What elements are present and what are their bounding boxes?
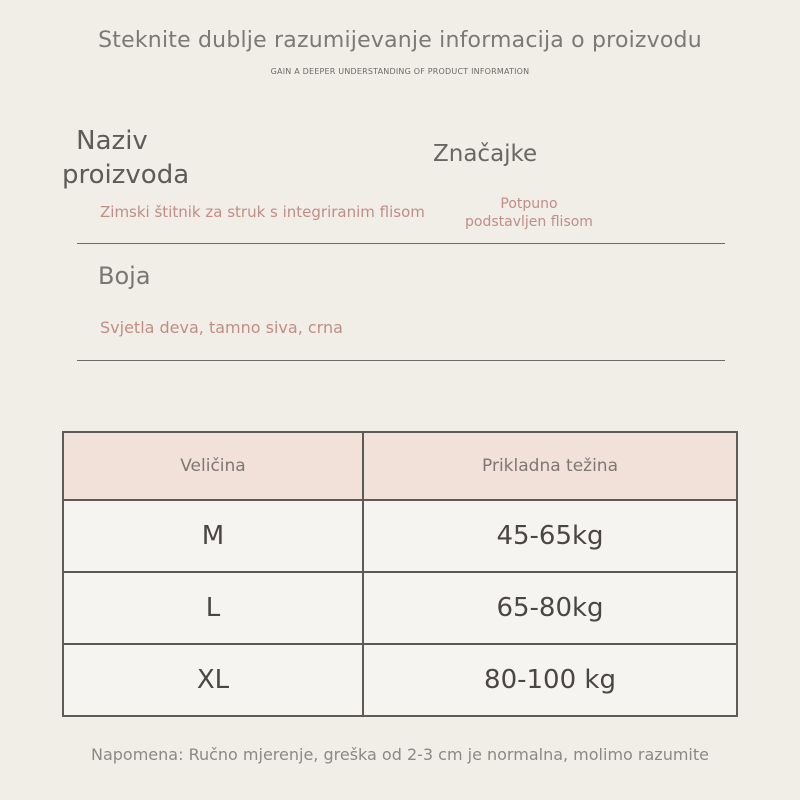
color-label: Boja <box>98 262 151 290</box>
table-row <box>63 644 737 716</box>
measurement-note: Napomena: Ručno mjerenje, greška od 2-3 cm je normalna, molimo razumite <box>91 745 709 764</box>
features-value: Potpuno podstavljen flisom <box>465 196 593 230</box>
table-row <box>63 500 737 572</box>
page-title: Steknite dublje razumijevanje informacija o proizvodu <box>98 28 702 53</box>
product-name-value: Zimski štitnik za struk s integriranim flisom <box>100 203 425 221</box>
product-name-label: Naziv proizvoda <box>62 126 190 190</box>
color-value: Svjetla deva, tamno siva, crna <box>100 318 343 337</box>
page-subtitle: GAIN A DEEPER UNDERSTANDING OF PRODUCT INFORMATION <box>270 67 530 76</box>
table-row <box>63 572 737 644</box>
weight-cell: 80-100 kg <box>363 644 737 716</box>
divider <box>77 243 725 244</box>
table-header-row <box>63 432 737 500</box>
features-label: Značajke <box>433 141 538 167</box>
size-column-header: Veličina <box>63 432 363 500</box>
weight-column-header: Prikladna težina <box>363 432 737 500</box>
size-table <box>62 431 738 717</box>
weight-cell: 65-80kg <box>363 572 737 644</box>
divider <box>77 360 725 361</box>
size-cell: L <box>63 572 363 644</box>
size-cell: M <box>63 500 363 572</box>
size-cell: XL <box>63 644 363 716</box>
weight-cell: 45-65kg <box>363 500 737 572</box>
